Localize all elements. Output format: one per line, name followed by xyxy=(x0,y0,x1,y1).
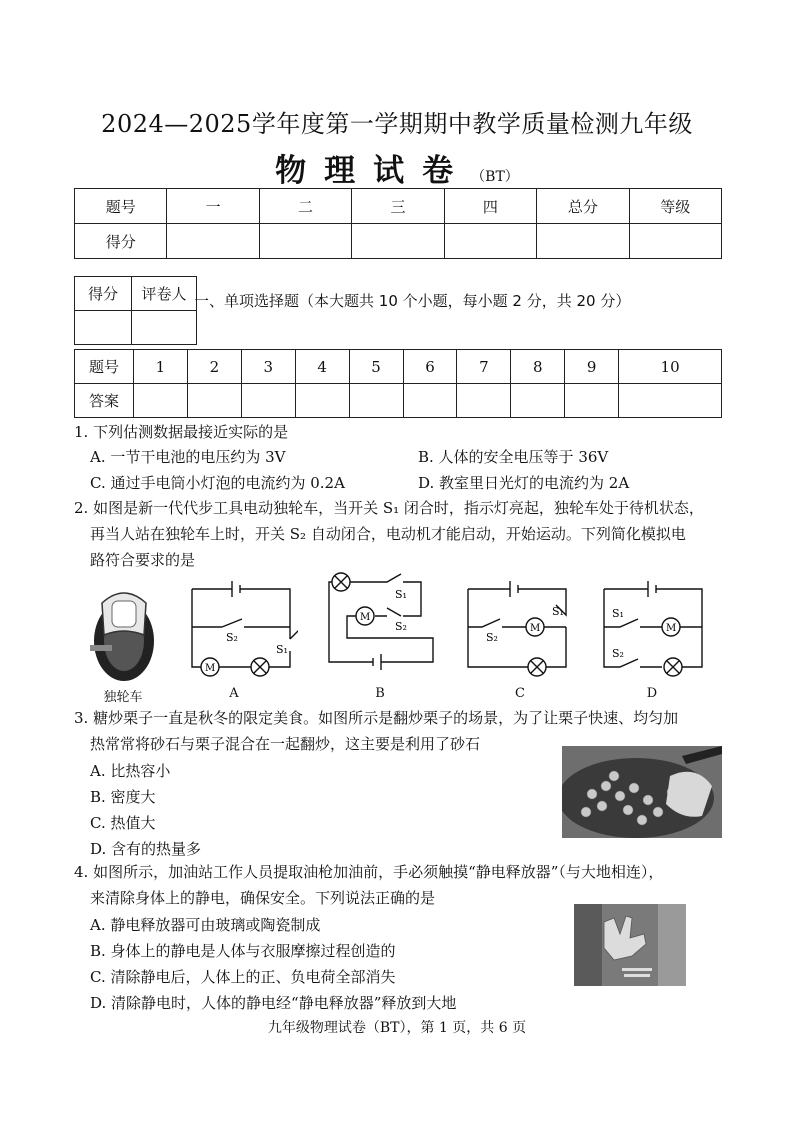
score-table-score-row xyxy=(75,224,722,259)
answer-header-cell: 8 xyxy=(511,350,565,384)
q1-option-b: B. 人体的安全电压等于 36V xyxy=(418,448,609,466)
q4-line-1: 4. 如图所示，加油站工作人员提取油枪加油前，手必须触摸“静电释放器”（与大地相连）， xyxy=(74,863,664,881)
answer-header-cell: 5 xyxy=(349,350,403,384)
answer-cell[interactable] xyxy=(187,384,241,418)
q1-option-c: C. 通过手电筒小灯泡的电流约为 0.2A xyxy=(90,474,345,492)
score-header-cell: 一 xyxy=(167,189,259,224)
motor-label: M xyxy=(530,623,541,634)
q4-line-2: 来清除身体上的静电，确保安全。下列说法正确的是 xyxy=(90,889,436,907)
q2-line-1: 2. 如图是新一代代步工具电动独轮车，当开关 S₁ 闭合时，指示灯亮起，独轮车处于待机状态， xyxy=(74,499,704,517)
score-header-cell: 四 xyxy=(444,189,536,224)
circuit-a xyxy=(184,579,298,679)
q4-option-d: D. 清除静电时，人体的静电经“静电释放器”释放到大地 xyxy=(90,994,457,1012)
answer-header-cell: 6 xyxy=(403,350,457,384)
score-header-cell: 总分 xyxy=(537,189,629,224)
score-cell[interactable] xyxy=(167,224,259,259)
grader-reviewer-label: 评卷人 xyxy=(132,277,197,311)
q1-stem: 1. 下列估测数据最接近实际的是 xyxy=(74,423,289,441)
answer-header-cell: 4 xyxy=(295,350,349,384)
answer-header-cell: 3 xyxy=(241,350,295,384)
score-cell[interactable] xyxy=(444,224,536,259)
q3-option-b: B. 密度大 xyxy=(90,788,156,806)
score-table-header-row xyxy=(75,189,722,224)
score-cell[interactable] xyxy=(259,224,351,259)
score-cell[interactable] xyxy=(352,224,444,259)
answer-header-cell: 题号 xyxy=(75,350,134,384)
answer-header-cell: 2 xyxy=(187,350,241,384)
answer-cell[interactable] xyxy=(403,384,457,418)
q3-option-c: C. 热值大 xyxy=(90,814,156,832)
motor-label: M xyxy=(360,612,371,623)
answer-cell[interactable] xyxy=(565,384,619,418)
subject-name: 物理试卷 xyxy=(275,153,472,189)
circuit-c xyxy=(462,579,574,679)
answer-table-header-row xyxy=(75,350,722,384)
q2-line-2: 再当人站在独轮车上时，开关 S₂ 自动闭合，电动机才能启动，开始运动。下列简化模拟电 xyxy=(90,525,686,543)
q2-line-3: 路符合要求的是 xyxy=(90,551,196,569)
answer-row-label: 答案 xyxy=(75,384,134,418)
switch-s2-label: S₂ xyxy=(395,620,407,633)
q3-option-d: D. 含有的热量多 xyxy=(90,840,202,858)
motor-label: M xyxy=(666,623,677,634)
score-cell[interactable] xyxy=(629,224,721,259)
section-1-heading: 一、单项选择题（本大题共 10 个小题，每小题 2 分，共 20 分） xyxy=(194,292,631,310)
answer-cell[interactable] xyxy=(619,384,722,418)
score-cell[interactable] xyxy=(537,224,629,259)
q1-option-a: A. 一节干电池的电压约为 3V xyxy=(90,448,286,466)
answer-header-cell: 1 xyxy=(134,350,188,384)
grader-score-cell[interactable] xyxy=(75,311,132,345)
switch-s1-label: S₁ xyxy=(276,643,288,656)
q4-option-b: B. 身体上的静电是人体与衣服摩擦过程创造的 xyxy=(90,942,396,960)
answer-cell[interactable] xyxy=(511,384,565,418)
exam-subject xyxy=(0,145,794,190)
exam-title: 2024—2025学年度第一学期期中教学质量检测九年级 xyxy=(101,110,693,138)
circuit-b xyxy=(325,572,435,678)
caption-a: A xyxy=(229,686,239,701)
switch-s1-label: S₁ xyxy=(612,607,624,620)
switch-s1-label: S₁ xyxy=(552,605,564,618)
switch-s2-label: S₂ xyxy=(486,631,498,644)
unicycle-image xyxy=(86,583,160,683)
q4-option-c: C. 清除静电后，人体上的正、负电荷全部消失 xyxy=(90,968,396,986)
answer-cell[interactable] xyxy=(349,384,403,418)
score-row-label: 得分 xyxy=(75,224,167,259)
q3-option-a: A. 比热容小 xyxy=(90,762,171,780)
answer-cell[interactable] xyxy=(457,384,511,418)
motor-label: M xyxy=(205,663,216,674)
answer-header-cell: 9 xyxy=(565,350,619,384)
q1-option-d: D. 教室里日光灯的电流约为 2A xyxy=(418,474,630,492)
answer-header-cell: 10 xyxy=(619,350,722,384)
switch-s2-label: S₂ xyxy=(612,647,624,660)
q3-line-1: 3. 糖炒栗子一直是秋冬的限定美食。如图所示是翻炒栗子的场景，为了让栗子快速、均匀加 xyxy=(74,709,679,727)
q3-line-2: 热常常将砂石与栗子混合在一起翻炒，这主要是利用了砂石 xyxy=(90,735,481,753)
answer-table-answer-row xyxy=(75,384,722,418)
score-table xyxy=(74,188,722,259)
score-header-cell: 二 xyxy=(259,189,351,224)
caption-d: D xyxy=(646,686,658,701)
answer-header-cell: 7 xyxy=(457,350,511,384)
answer-cell[interactable] xyxy=(241,384,295,418)
caption-b: B xyxy=(375,686,385,701)
grader-score-label: 得分 xyxy=(75,277,132,311)
score-header-cell: 等级 xyxy=(629,189,721,224)
grader-reviewer-cell[interactable] xyxy=(132,311,197,345)
chestnut-photo xyxy=(562,746,722,838)
circuit-d xyxy=(598,579,712,679)
static-discharger-photo xyxy=(574,904,686,986)
subject-tag: （BT） xyxy=(471,169,519,185)
grader-box xyxy=(74,276,197,345)
answer-table xyxy=(74,349,722,418)
score-header-cell: 题号 xyxy=(75,189,167,224)
answer-cell[interactable] xyxy=(295,384,349,418)
caption-c: C xyxy=(515,686,525,701)
switch-s2-label: S₂ xyxy=(226,631,238,644)
score-header-cell: 三 xyxy=(352,189,444,224)
switch-s1-label: S₁ xyxy=(395,588,407,601)
answer-cell[interactable] xyxy=(134,384,188,418)
page-footer: 九年级物理试卷（BT），第 1 页，共 6 页 xyxy=(267,1020,527,1036)
q4-option-a: A. 静电释放器可由玻璃或陶瓷制成 xyxy=(90,916,321,934)
caption-unicycle: 独轮车 xyxy=(103,690,143,705)
